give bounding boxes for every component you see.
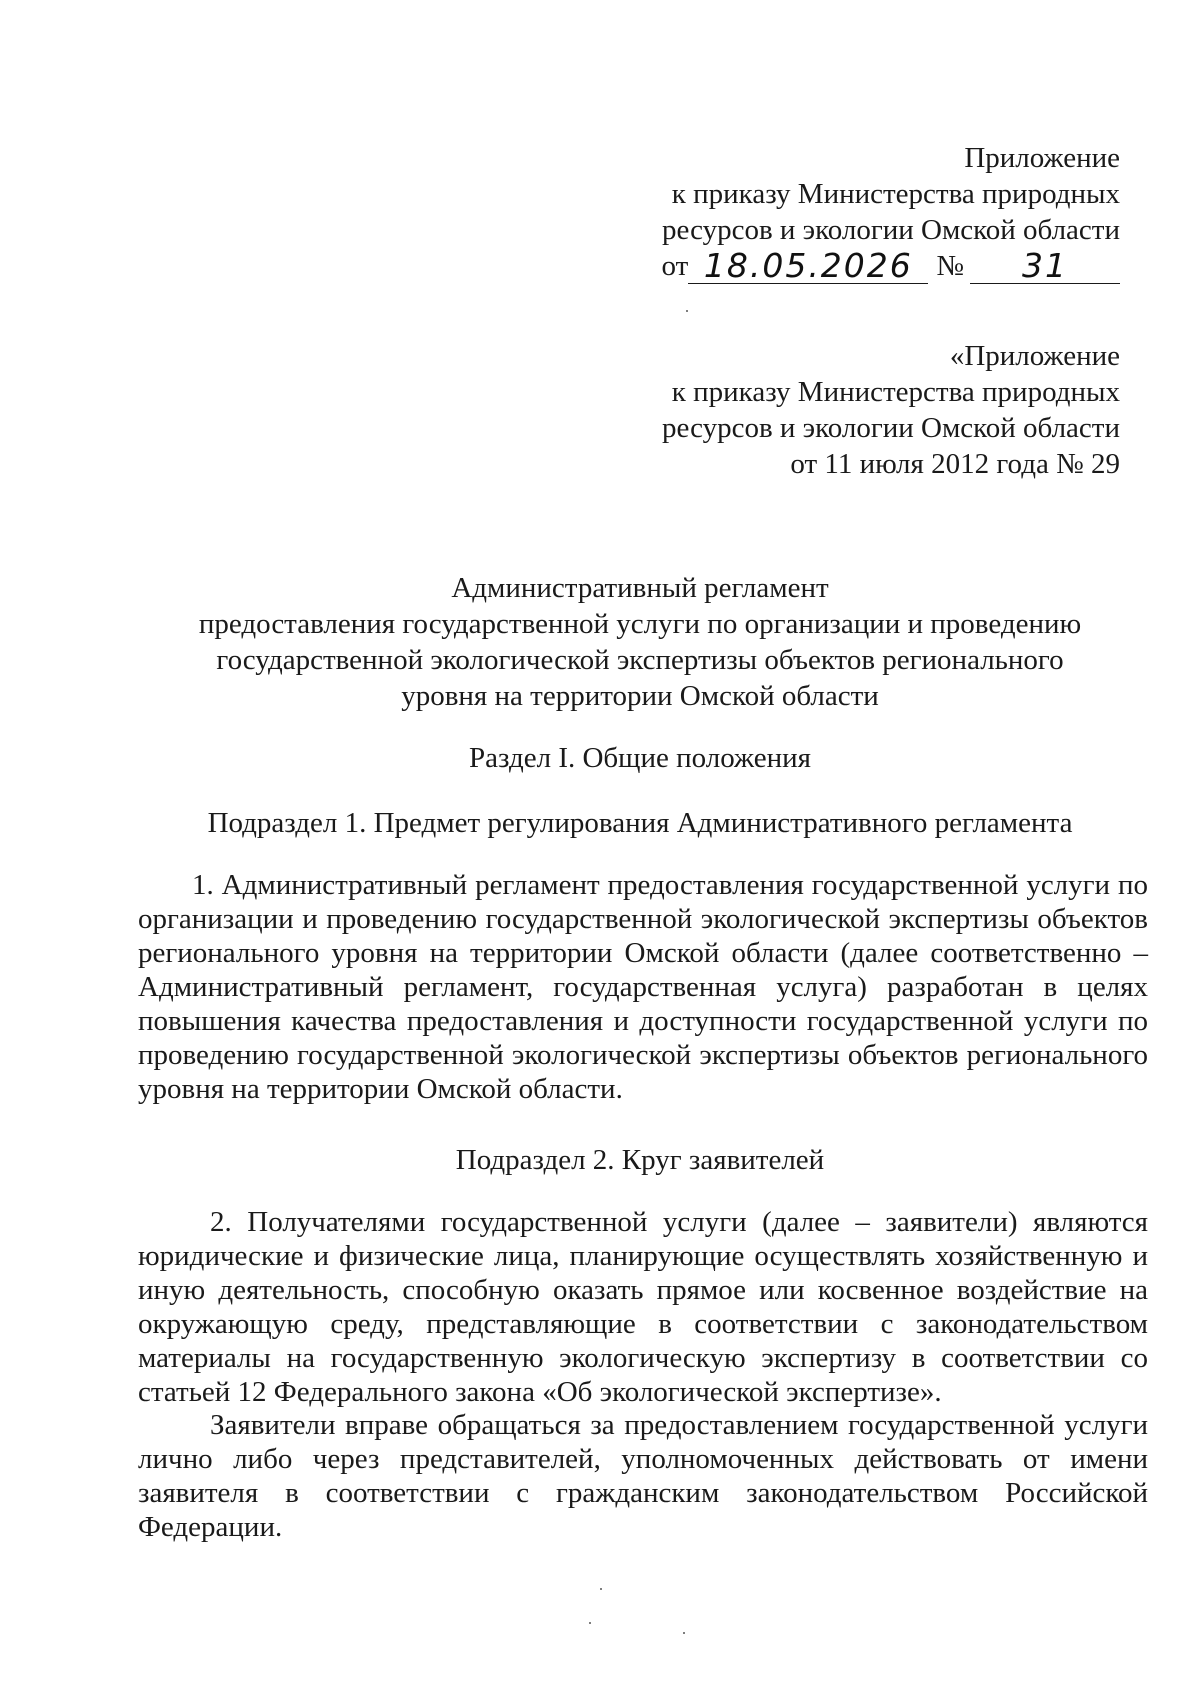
annex-old-line-4: от 11 июля 2012 года № 29 <box>790 448 1120 480</box>
annex-new-line-3: ресурсов и экологии Омской области <box>662 214 1120 246</box>
annex-old-line-1: «Приложение <box>949 340 1120 372</box>
annex-header-original <box>662 338 1120 482</box>
annex-old-line-2: к приказу Министерства природных <box>671 376 1120 408</box>
paragraph-1: 1. Административный регламент предоставления государственной услуги по организации и проведению государственной экологической экспертизы объектов регионального уровня на территории Омской области (далее соответственно – Административный регламент, государственная услуга) разработан в целях повышения качества предоставления и доступности государственной услуги по проведению государственной экологической экспертизы объектов регионального уровня на территории Омской области. <box>138 869 1148 1105</box>
scan-speck <box>600 1588 602 1590</box>
scan-speck <box>686 310 688 312</box>
title-line-3: государственной экологической экспертизы объектов регионального <box>216 644 1064 676</box>
annex-header-new <box>662 140 1120 284</box>
paragraph-3: Заявители вправе обращаться за предоставлением государственной услуги лично либо через представителей, уполномоченных действовать от имени заявителя в соответствии с гражданским законодательством Российской Федерации. <box>138 1409 1148 1543</box>
date-prefix: от <box>661 250 689 282</box>
scan-speck <box>589 1622 591 1624</box>
annex-old-line-3: ресурсов и экологии Омской области <box>662 412 1120 444</box>
paragraph-2: 2. Получателями государственной услуги (далее – заявители) являются юридические и физические лица, планирующие осуществлять хозяйственную и иную деятельность, способную оказать прямое или косвенное воздействие на окружающую среду, представляющие в соответствии с законодательством материалы на государственную экологическую экспертизу в соответствии со статьей 12 Федерального закона «Об экологической экспертизе». <box>138 1206 1148 1408</box>
annex-new-line-2: к приказу Министерства природных <box>671 178 1120 210</box>
handwritten-date: 18.05.2026 <box>688 249 928 284</box>
number-label: № <box>936 250 964 282</box>
document-title <box>120 570 1160 714</box>
subsection-heading-2: Подраздел 2. Круг заявителей <box>455 1144 825 1176</box>
scan-speck <box>683 1632 685 1634</box>
title-line-1: Административный регламент <box>451 572 829 604</box>
subsection-heading-1: Подраздел 1. Предмет регулирования Административного регламента <box>207 807 1073 839</box>
handwritten-number: 31 <box>970 249 1120 284</box>
annex-new-line-1: Приложение <box>964 142 1120 174</box>
title-line-2: предоставления государственной услуги по организации и проведению <box>198 608 1082 640</box>
title-line-4: уровня на территории Омской области <box>401 680 879 712</box>
section-heading: Раздел I. Общие положения <box>469 742 811 774</box>
annex-new-date-line <box>662 248 1120 284</box>
